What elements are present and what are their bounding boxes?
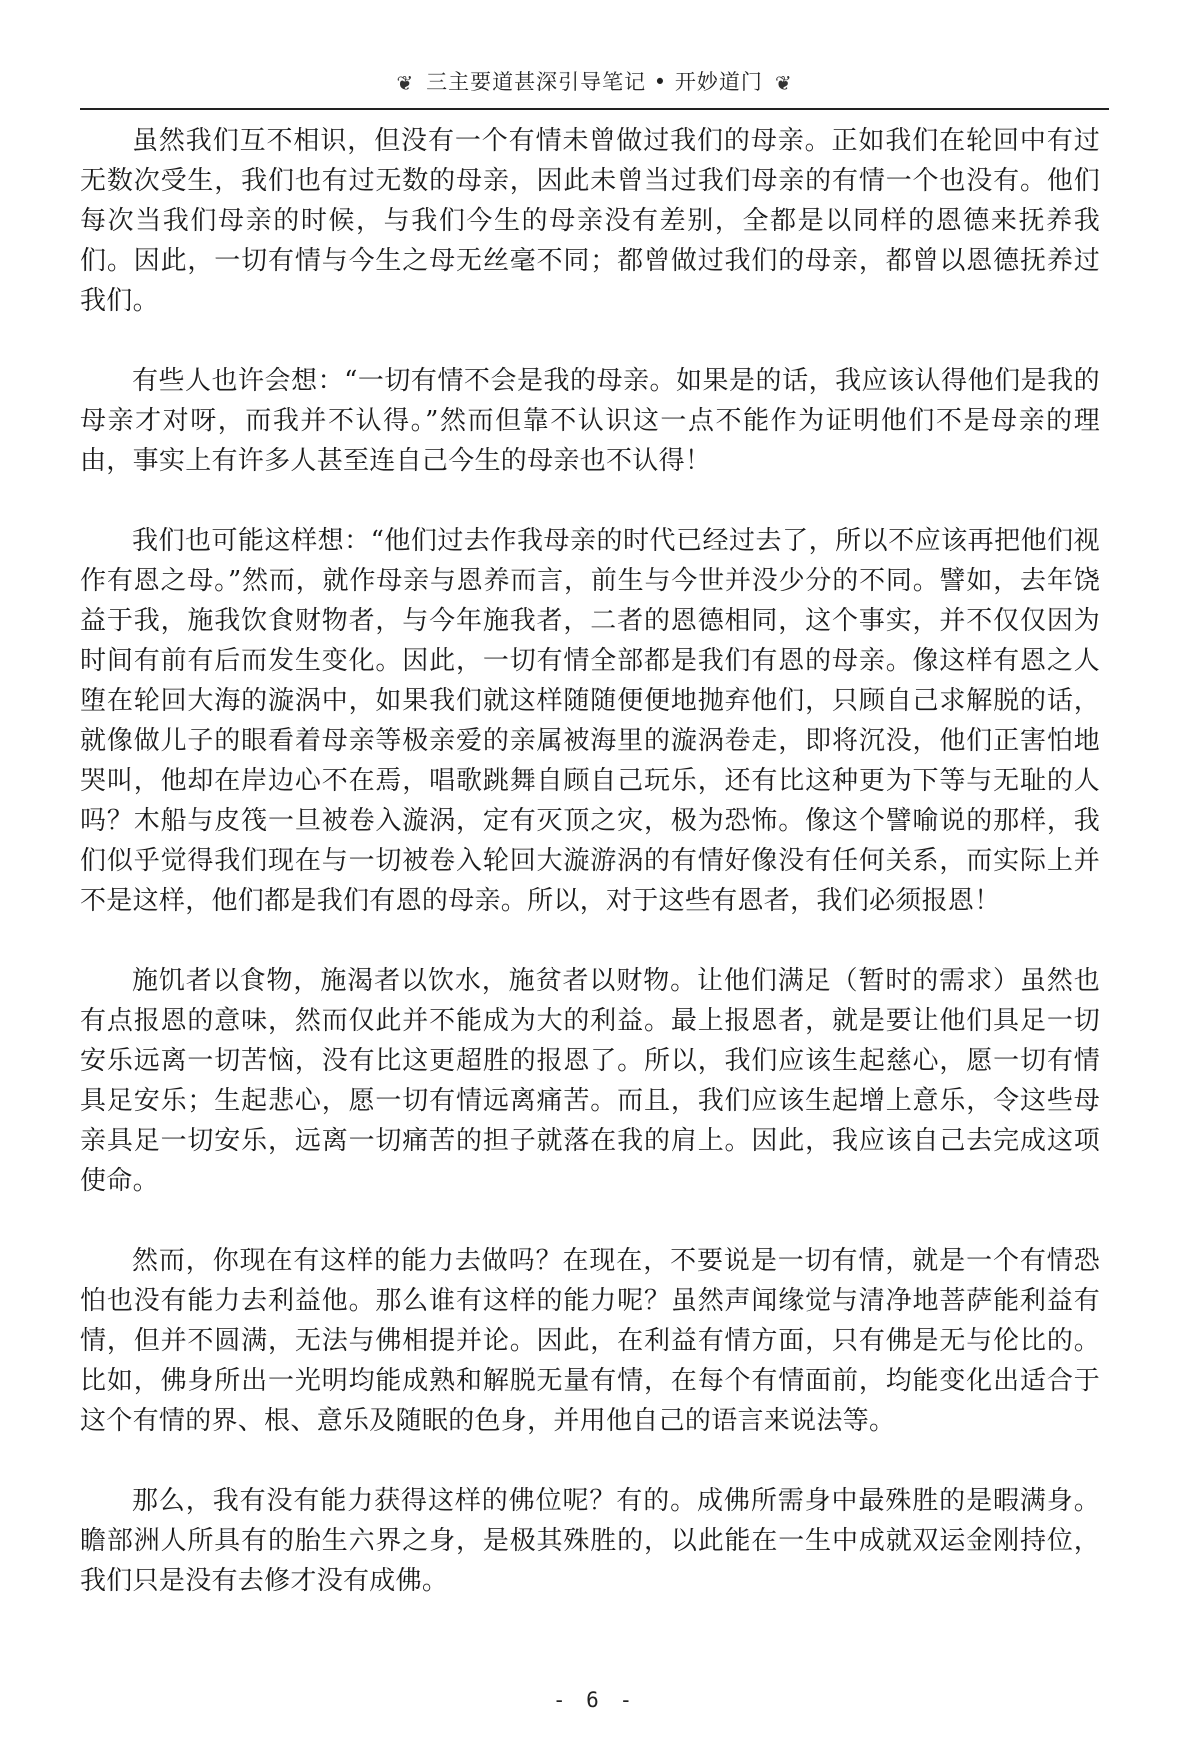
page-number: - 6 - [552, 1688, 637, 1712]
running-header [80, 66, 1109, 96]
paragraph: 虽然我们互不相识，但没有一个有情未曾做过我们的母亲。正如我们在轮回中有过无数次受生，我们也有过无数的母亲，因此未曾当过我们母亲的有情一个也没有。他们每次当我们母亲的时候，与我们今生的母亲没有差别，全都是以同样的恩德来抚养我们。因此，一切有情与今生之母无丝毫不同；都曾做过我们的母亲，都曾以恩德抚养过我们。 [80, 126, 1100, 316]
ornament-right-icon: ❦ [774, 71, 793, 95]
header-divider [80, 108, 1109, 110]
header-title: 三主要道甚深引导笔记 • 开妙道门 [426, 70, 763, 94]
paragraph: 那么，我有没有能力获得这样的佛位呢？有的。成佛所需身中最殊胜的是暇满身。瞻部洲人所具有的胎生六界之身，是极其殊胜的，以此能在一生中成就双运金刚持位，我们只是没有去修才没有成佛。 [80, 1486, 1100, 1596]
paragraph: 然而，你现在有这样的能力去做吗？在现在，不要说是一切有情，就是一个有情恐怕也没有能力去利益他。那么谁有这样的能力呢？虽然声闻缘觉与清净地菩萨能利益有情，但并不圆满，无法与佛相提并论。因此，在利益有情方面，只有佛是无与伦比的。比如，佛身所出一光明均能成熟和解脱无量有情，在每个有情面前，均能变化出适合于这个有情的界、根、意乐及随眠的色身，并用他自己的语言来说法等。 [80, 1246, 1100, 1436]
paragraph: 有些人也许会想：“一切有情不会是我的母亲。如果是的话，我应该认得他们是我的母亲才对呀，而我并不认得。”然而但靠不认识这一点不能作为证明他们不是母亲的理由，事实上有许多人甚至连自己今生的母亲也不认得！ [80, 366, 1100, 476]
paragraph: 我们也可能这样想：“他们过去作我母亲的时代已经过去了，所以不应该再把他们视作有恩之母。”然而，就作母亲与恩养而言，前生与今世并没少分的不同。譬如，去年饶益于我，施我饮食财物者，与今年施我者，二者的恩德相同，这个事实，并不仅仅因为时间有前有后而发生变化。因此，一切有情全部都是我们有恩的母亲。像这样有恩之人堕在轮回大海的漩涡中，如果我们就这样随随便便地抛弃他们，只顾自己求解脱的话，就像做儿子的眼看着母亲等极亲爱的亲属被海里的漩涡卷走，即将沉没，他们正害怕地哭叫，他却在岸边心不在焉，唱歌跳舞自顾自己玩乐，还有比这种更为下等与无耻的人吗？木船与皮筏一旦被卷入漩涡，定有灭顶之灾，极为恐怖。像这个譬喻说的那样，我们似乎觉得我们现在与一切被卷入轮回大漩游涡的有情好像没有任何关系，而实际上并不是这样，他们都是我们有恩的母亲。所以，对于这些有恩者，我们必须报恩！ [80, 526, 1100, 916]
paragraph: 施饥者以食物，施渴者以饮水，施贫者以财物。让他们满足（暂时的需求）虽然也有点报恩的意味，然而仅此并不能成为大的利益。最上报恩者，就是要让他们具足一切安乐远离一切苦恼，没有比这更超胜的报恩了。所以，我们应该生起慈心，愿一切有情具足安乐；生起悲心，愿一切有情远离痛苦。而且，我们应该生起增上意乐，令这些母亲具足一切安乐，远离一切痛苦的担子就落在我的肩上。因此，我应该自己去完成这项使命。 [80, 966, 1100, 1196]
ornament-left-icon: ❦ [396, 71, 415, 95]
body-text [80, 121, 1100, 1641]
